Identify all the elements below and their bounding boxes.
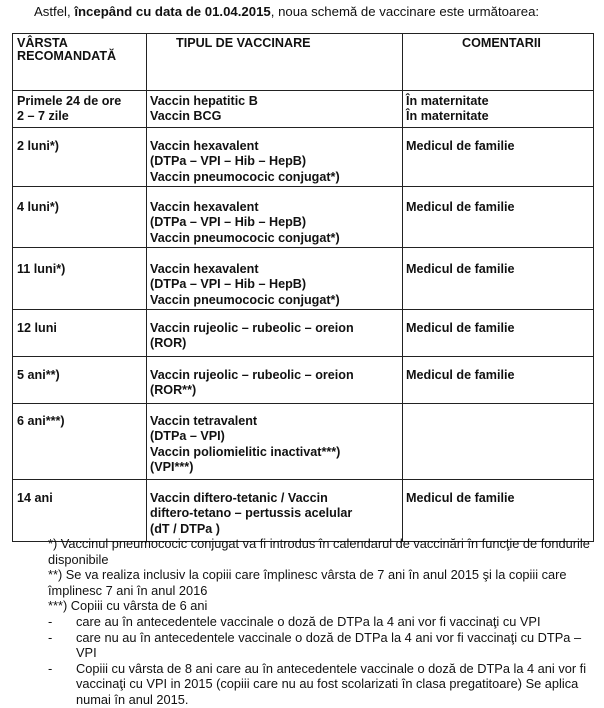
vaccine-line: Vaccin rujeolic – rubeolic – oreion — [150, 368, 354, 382]
row-age: 14 ani — [17, 491, 53, 505]
row-divider — [13, 247, 593, 248]
row-comment: Medicul de familie — [406, 491, 515, 505]
intro-suffix: , noua schemă de vaccinare este următoarea: — [270, 4, 540, 19]
vaccine-line: Vaccin pneumococic conjugat*) — [150, 230, 340, 245]
header-divider — [13, 90, 593, 91]
vaccine-line: Vaccin diftero-tetanic / Vaccin — [150, 491, 328, 505]
row-comment: Medicul de familie — [406, 368, 515, 382]
intro-sentence — [34, 4, 594, 20]
row-age: 12 luni — [17, 321, 57, 335]
vaccine-line: (DTPa – VPI) — [150, 429, 225, 444]
footnote-2: **) Se va realiza inclusiv la copiii care împlinesc vârsta de 7 ani în anul 2015 şi la copiii care împlinesc 7 ani în anul 2016 — [48, 567, 567, 598]
intro-date: începând cu data de 01.04.2015 — [74, 4, 271, 19]
row-vaccine: Vaccin BCG — [150, 109, 222, 123]
footnote-3: ***) Copiii cu vârsta de 6 ani — [48, 598, 208, 614]
row-divider — [13, 479, 593, 480]
vaccine-line: (VPI***) — [150, 460, 194, 475]
bullet-dash: - — [48, 629, 53, 645]
row-age: 11 luni*) — [17, 262, 66, 276]
row-comment: În maternitate — [406, 94, 489, 108]
bullet-dash: - — [48, 613, 53, 629]
row-age: 2 – 7 zile — [17, 109, 69, 123]
vaccine-line: (dT / DTPa ) — [150, 521, 220, 536]
row-age: 5 ani**) — [17, 368, 60, 382]
row-age: 2 luni*) — [17, 139, 59, 153]
row-vaccine — [150, 321, 354, 352]
vaccine-line: Vaccin poliomielitic inactivat***) — [150, 444, 341, 459]
header-type: TIPUL DE VACCINARE — [176, 36, 311, 50]
header-age-line: VÂRSTA — [17, 36, 68, 50]
vaccine-line: (ROR) — [150, 336, 187, 351]
row-comment: În maternitate — [406, 109, 489, 123]
footnote-bullet — [48, 661, 596, 708]
footnote-1: *) Vaccinul pneumococic conjugat va fi introdus în calendarul de vaccinări în funcţie de fondurile disponibile — [48, 536, 590, 567]
row-age: Primele 24 de ore — [17, 94, 122, 108]
column-divider — [146, 34, 147, 541]
bullet-dash: - — [48, 660, 53, 676]
header-age — [17, 37, 116, 63]
vaccine-line: (DTPa – VPI – Hib – HepB) — [150, 154, 307, 169]
row-vaccine — [150, 368, 354, 399]
row-age: 4 luni*) — [17, 200, 59, 214]
row-divider — [13, 309, 593, 310]
intro-prefix: Astfel, — [34, 4, 75, 19]
row-vaccine — [150, 262, 340, 308]
row-age: 6 ani***) — [17, 414, 65, 428]
row-vaccine — [150, 491, 352, 537]
row-comment: Medicul de familie — [406, 262, 515, 276]
vaccination-schedule-table — [12, 33, 594, 542]
vaccine-line: (DTPa – VPI – Hib – HepB) — [150, 215, 307, 230]
header-age-line: RECOMANDATĂ — [17, 49, 117, 63]
row-vaccine — [150, 200, 340, 246]
vaccine-line: (ROR**) — [150, 383, 197, 398]
column-divider — [402, 34, 403, 541]
bullet-text: care nu au în antecedentele vaccinale o doză de DTPa la 4 ani vor fi vaccinaţi cu DTPa – VPI — [76, 629, 582, 661]
footnotes — [48, 536, 596, 708]
row-comment: Medicul de familie — [406, 200, 515, 214]
row-vaccine — [150, 139, 340, 185]
vaccine-line: (DTPa – VPI – Hib – HepB) — [150, 277, 307, 292]
row-comment: Medicul de familie — [406, 139, 515, 153]
footnote-bullet — [48, 614, 596, 630]
header-comments: COMENTARII — [462, 36, 541, 50]
bullet-text-tail: Se aplica numai în anul 2015. — [76, 676, 579, 707]
row-vaccine: Vaccin hepatitic B — [150, 94, 258, 108]
vaccine-line: diftero-tetano – pertussis acelular — [150, 506, 353, 521]
row-vaccine — [150, 414, 340, 476]
bullet-text: Copiii cu vârsta de 8 ani care au în antecedentele vaccinale o doză de DTPa la 4 ani vor fi vaccinaţi cu VPI in 2015 (copiii care nu au fost scolarizati în clasa pregatitoare) — [76, 660, 587, 692]
footnote-bullet — [48, 630, 596, 661]
row-comment: Medicul de familie — [406, 321, 515, 335]
vaccine-line: Vaccin tetravalent — [150, 414, 258, 428]
vaccine-line: Vaccin pneumococic conjugat*) — [150, 292, 340, 307]
vaccine-line: Vaccin hexavalent — [150, 200, 259, 214]
row-divider — [13, 127, 593, 128]
vaccine-line: Vaccin hexavalent — [150, 262, 259, 276]
row-divider — [13, 403, 593, 404]
row-divider — [13, 356, 593, 357]
row-divider — [13, 186, 593, 187]
vaccine-line: Vaccin hexavalent — [150, 139, 259, 153]
vaccine-line: Vaccin pneumococic conjugat*) — [150, 169, 340, 184]
vaccine-line: Vaccin rujeolic – rubeolic – oreion — [150, 321, 354, 335]
bullet-text: care au în antecedentele vaccinale o doză de DTPa la 4 ani vor fi vaccinaţi cu VPI — [76, 613, 541, 629]
